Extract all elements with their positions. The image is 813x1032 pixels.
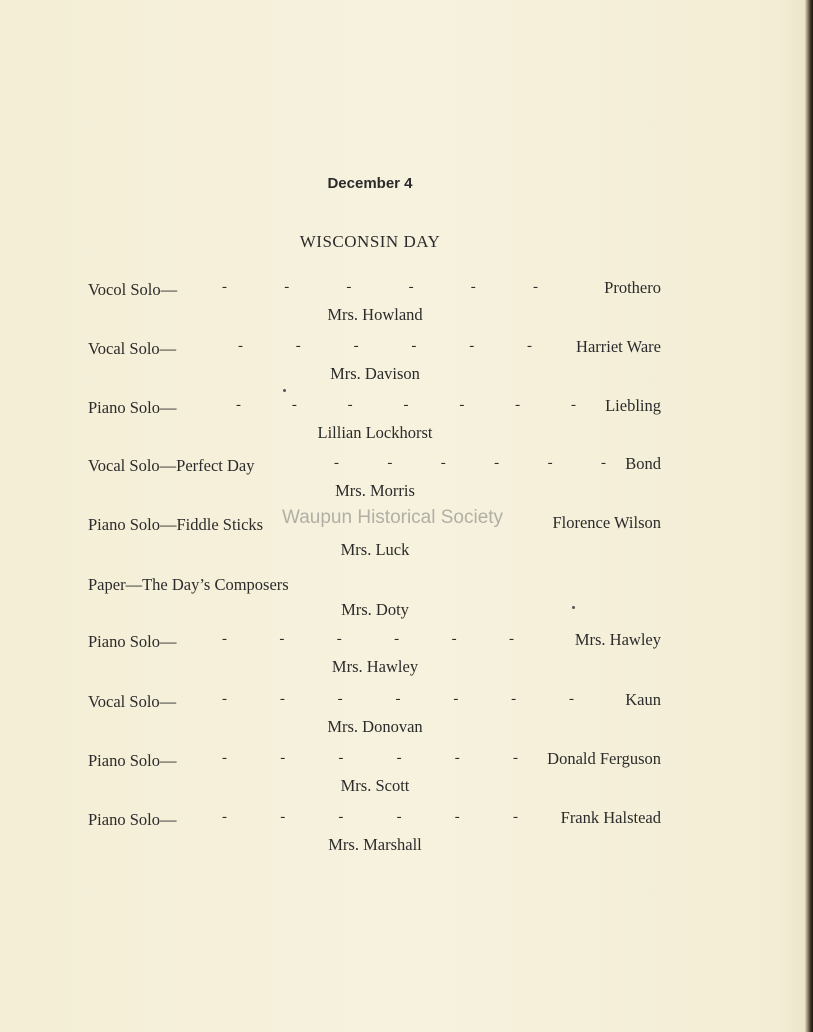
leader-dash: - — [396, 809, 402, 825]
leader-dash: - — [470, 279, 476, 295]
leader-dash: - — [408, 279, 414, 295]
performer-name: Mrs. Howland — [327, 305, 423, 324]
leader-dash: - — [453, 691, 459, 707]
leader-dash: - — [494, 455, 500, 471]
piece-title: Piano Solo—Fiddle Sticks — [88, 515, 264, 534]
leader-dash: - — [394, 631, 400, 647]
leader-dash: - — [238, 338, 243, 354]
leader-dash: - — [512, 750, 518, 766]
leader-dash: - — [353, 338, 359, 354]
composer-name: Harriet Ware — [576, 337, 661, 356]
composer-name: Bond — [625, 454, 661, 473]
program-item — [0, 339, 813, 389]
leader-dashes — [238, 338, 532, 358]
composer-name: Donald Ferguson — [547, 749, 661, 768]
leader-dash: - — [222, 631, 227, 647]
leader-dashes — [222, 279, 538, 299]
program-date: December 4 — [327, 175, 413, 192]
leader-dashes — [222, 691, 574, 711]
leader-dash: - — [295, 338, 301, 354]
program-item — [0, 751, 813, 801]
leader-dash: - — [387, 455, 393, 471]
composer-name: Florence Wilson — [552, 513, 661, 532]
leader-dash: - — [338, 809, 344, 825]
program-item — [0, 575, 813, 625]
performer-name: Mrs. Luck — [340, 540, 410, 559]
leader-dash: - — [280, 809, 286, 825]
leader-dash: - — [396, 750, 402, 766]
leader-dash: - — [532, 279, 538, 295]
leader-dashes — [334, 455, 606, 475]
performer-name: Lillian Lockhorst — [317, 423, 433, 442]
program-title: WISCONSIN DAY — [299, 232, 441, 251]
leader-dash: - — [338, 750, 344, 766]
program-item — [0, 456, 813, 506]
leader-dash: - — [395, 691, 401, 707]
leader-dash: - — [336, 631, 342, 647]
piece-title: Paper—The Day’s Composers — [88, 575, 289, 594]
program-item — [0, 692, 813, 742]
leader-dash: - — [222, 750, 227, 766]
performer-name: Mrs. Davison — [330, 364, 420, 383]
composer-name: Frank Halstead — [560, 808, 661, 827]
leader-dash: - — [515, 397, 521, 413]
leader-dash: - — [511, 691, 517, 707]
leader-dashes — [222, 750, 518, 770]
leader-dash: - — [236, 397, 241, 413]
piece-title: Piano Solo— — [88, 398, 177, 417]
leader-dash: - — [451, 631, 457, 647]
piece-title: Piano Solo— — [88, 810, 177, 829]
piece-title: Vocal Solo—Perfect Day — [88, 456, 255, 475]
leader-dashes — [236, 397, 576, 417]
leader-dash: - — [291, 397, 297, 413]
leader-dash: - — [222, 809, 227, 825]
leader-dash: - — [440, 455, 446, 471]
leader-dash: - — [600, 455, 606, 471]
program-item — [0, 280, 813, 330]
watermark: Waupun Historical Society — [282, 507, 504, 528]
piece-title: Piano Solo— — [88, 632, 177, 651]
leader-dash: - — [279, 691, 285, 707]
leader-dash: - — [454, 809, 460, 825]
performer-name: Mrs. Scott — [340, 776, 410, 795]
leader-dash: - — [346, 279, 352, 295]
leader-dash: - — [547, 455, 553, 471]
leader-dash: - — [512, 809, 518, 825]
leader-dash: - — [570, 397, 576, 413]
leader-dash: - — [411, 338, 417, 354]
leader-dash: - — [403, 397, 409, 413]
performer-name: Mrs. Donovan — [327, 717, 423, 736]
leader-dash: - — [508, 631, 514, 647]
paper-speck — [283, 389, 286, 392]
performer-name: Mrs. Hawley — [331, 657, 419, 676]
leader-dash: - — [222, 279, 227, 295]
composer-name: Kaun — [625, 690, 661, 709]
composer-name: Liebling — [605, 396, 661, 415]
paper-speck — [572, 606, 575, 609]
leader-dash: - — [568, 691, 574, 707]
leader-dash: - — [280, 750, 286, 766]
piece-title: Piano Solo— — [88, 751, 177, 770]
leader-dash: - — [337, 691, 343, 707]
composer-name: Mrs. Hawley — [574, 630, 661, 649]
leader-dash: - — [222, 691, 227, 707]
piece-title: Vocal Solo— — [88, 339, 177, 358]
piece-title: Vocal Solo— — [88, 692, 177, 711]
leader-dash: - — [334, 455, 339, 471]
leader-dash: - — [459, 397, 465, 413]
composer-name: Prothero — [604, 278, 661, 297]
performer-name: Mrs. Morris — [335, 481, 415, 500]
leader-dash: - — [454, 750, 460, 766]
leader-dash: - — [279, 631, 285, 647]
program-item — [0, 398, 813, 448]
performer-name: Mrs. Marshall — [328, 835, 422, 854]
leader-dash: - — [469, 338, 475, 354]
performer-name: Mrs. Doty — [341, 600, 409, 619]
piece-title: Vocol Solo— — [88, 280, 178, 299]
leader-dash: - — [284, 279, 290, 295]
program-item — [0, 810, 813, 860]
leader-dash: - — [347, 397, 353, 413]
leader-dash: - — [526, 338, 532, 354]
program-item — [0, 632, 813, 682]
leader-dashes — [222, 631, 514, 651]
leader-dashes — [222, 809, 518, 829]
